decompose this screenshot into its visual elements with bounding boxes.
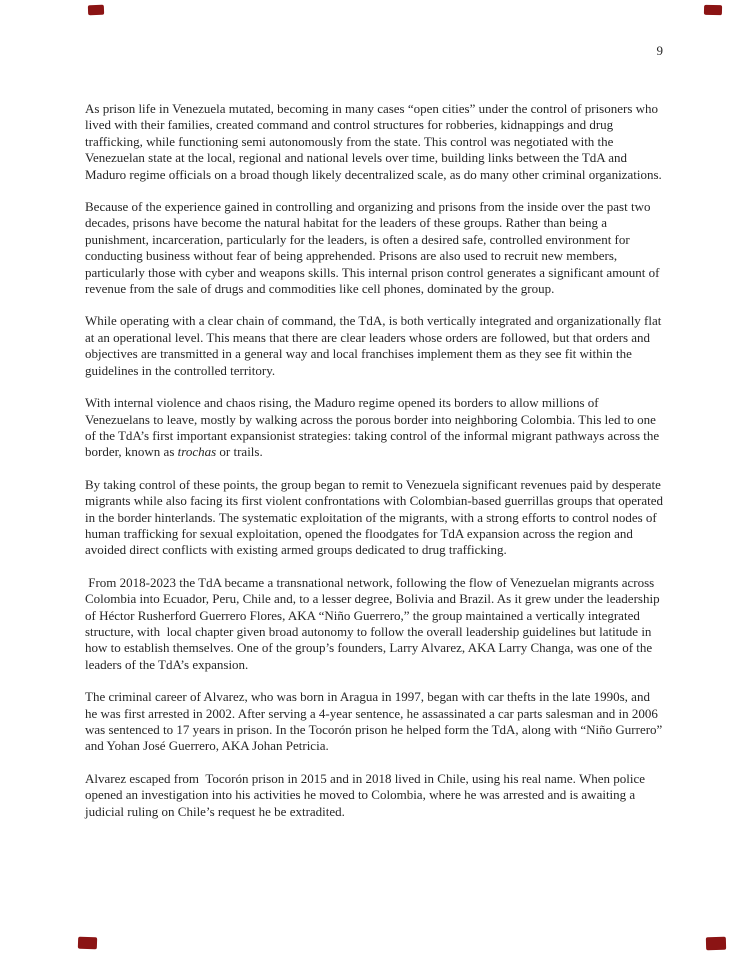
paragraph-text: While operating with a clear chain of command, the TdA, is both vertically integrated and organizationally flat at an operational level. This means that there are clear leaders whose orders are followed, but that orders and objectives are transmitted in a general way and local franchises implement them as they see fit within the guidelines in the controlled territory. [85,313,665,378]
document-body [85,101,665,836]
paragraph [85,395,665,461]
paragraph-text: Because of the experience gained in controlling and organizing and prisons from the inside over the past two decades, prisons have become the natural habitat for the leaders of these groups. Rather than being a punishment, incarceration, particularly for the leaders, is often a desired safe, controlled environment for conducting business without fear of being apprehended. Prisons are also used to recruit new members, particularly those with cyber and weapons skills. This internal prison control generates a significant amount of revenue from the sale of drugs and commodities like cell phones, dominated by the group. [85,199,663,297]
corner-mark-bottom-left [78,937,97,950]
corner-mark-bottom-right [706,937,726,951]
corner-mark-top-left [88,5,104,16]
paragraph-text: or trails. [216,444,263,460]
paragraph [85,313,665,379]
corner-mark-top-right [704,5,722,15]
paragraph-text: As prison life in Venezuela mutated, becoming in many cases “open cities” under the control of prisoners who lived with their families, created command and control structures for robberies, kidnappings and drug trafficking, while functioning semi autonomously from the state. This control was negotiated with the Venezuelan state at the local, regional and national levels over time, building links between the TdA and Maduro regime officials on a broad though likely decentralized scale, as do many other criminal organizations. [85,101,662,182]
paragraph [85,101,665,183]
paragraph [85,771,665,820]
paragraph [85,689,665,755]
paragraph-text: The criminal career of Alvarez, who was born in Aragua in 1997, began with car thefts in the late 1990s, and he was first arrested in 2002. After serving a 4-year sentence, he assassinated a car parts salesman and in 2006 was sentenced to 17 years in prison. In the Tocorón prison he helped form the TdA, along with “Niño Gurrero” and Yohan José Guerrero, AKA Johan Petricia. [85,689,666,754]
paragraph [85,575,665,673]
paragraph-text: From 2018-2023 the TdA became a transnational network, following the flow of Venezuelan migrants across Colombia into Ecuador, Peru, Chile and, to a lesser degree, Bolivia and Brazil. As it grew under the leadership of Héctor Rusherford Guerrero Flores, AKA “Niño Guerrero,” the group maintained a vertically integrated structure, with local chapter given broad autonomy to follow the overall leadership guidelines but latitude in how to establish themselves. One of the group’s founders, Larry Alvarez, AKA Larry Changa, was one of the leaders of the TdA’s expansion. [85,574,663,672]
page-number: 9 [656,43,663,58]
italic-term: trochas [177,444,217,460]
paragraph-text: By taking control of these points, the group began to remit to Venezuela significant revenues paid by desperate migrants while also facing its first violent confrontations with Colombian-based guerrillas groups that operated in the border hinterlands. The systematic exploitation of the migrants, with a strong efforts to control nodes of human trafficking for sexual exploitation, opened the floodgates for TdA expansion across the region and avoided direct conflicts with existing armed groups dedicated to drug trafficking. [85,476,667,558]
paragraph-text: With internal violence and chaos rising, the Maduro regime opened its borders to allow millions of Venezuelans to leave, mostly by walking across the porous border into neighboring Colombia. This led to one of the TdA’s first important expansionist strategies: taking control of the informal migrant pathways across the border, known as [85,395,663,460]
paragraph-text: Alvarez escaped from Tocorón prison in 2015 and in 2018 lived in Chile, using his real name. When police opened an investigation into his activities he moved to Colombia, where he was arrested and is awaiting a judicial ruling on Chile’s request he be extradited. [85,770,649,819]
paragraph [85,199,665,297]
paragraph [85,477,665,559]
